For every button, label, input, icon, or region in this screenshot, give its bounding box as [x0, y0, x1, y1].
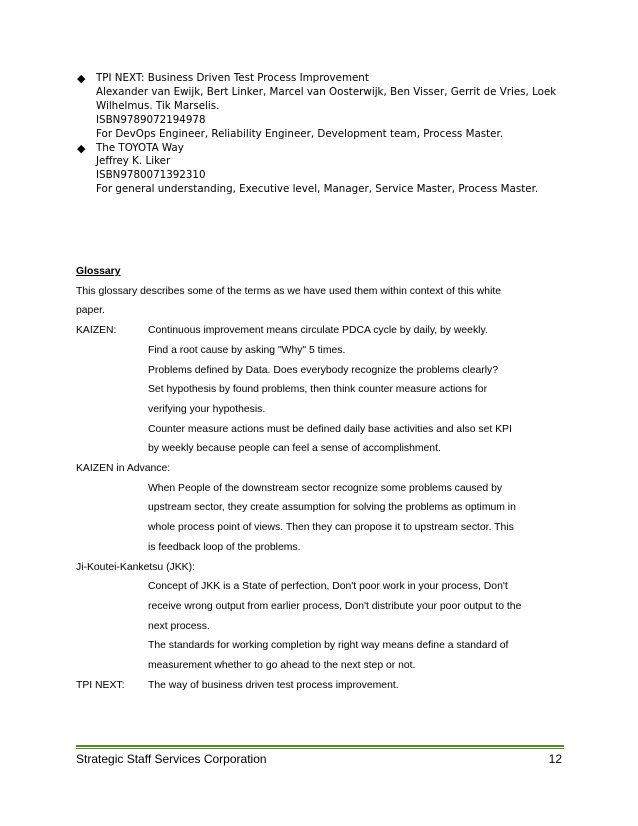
glossary-term: KAIZEN in Advance:: [76, 463, 171, 475]
glossary-definition-line: verifying your hypothesis.: [148, 403, 266, 415]
diamond-bullet-icon: ◆: [77, 72, 86, 85]
glossary-term: TPI NEXT:: [76, 679, 125, 691]
glossary-intro: [76, 282, 566, 321]
glossary-intro-line: paper.: [76, 305, 105, 317]
glossary-term: Ji-Koutei-Kanketsu (JKK):: [76, 561, 195, 573]
glossary-definition-line: whole process point of views. Then they can propose it to upstream sector. This: [148, 522, 514, 534]
reference-item: [78, 72, 566, 142]
glossary-entry-kaizen-in-advance: [76, 459, 566, 558]
glossary-definition-line: Concept of JKK is a State of perfection, Don't poor work in your process, Don't: [148, 581, 508, 593]
glossary-term: KAIZEN:: [76, 325, 117, 337]
reference-authors: Jeffrey K. Liker: [96, 155, 171, 168]
glossary-definition-line: Set hypothesis by found problems, then think counter measure actions for: [148, 384, 488, 396]
glossary-title: Glossary: [76, 266, 121, 277]
glossary-entry-jkk: [76, 558, 566, 676]
glossary-definition: Continuous improvement means circulate PDCA cycle by daily, by weekly.: [148, 325, 488, 337]
glossary-definition-line: by weekly because people can feel a sense of accomplishment.: [148, 443, 441, 455]
glossary-definition-line: The standards for working completion by right way means define a standard of: [148, 640, 509, 652]
footer-divider: [76, 745, 564, 749]
reference-title: TPI NEXT: Business Driven Test Process Improvement: [96, 72, 369, 84]
glossary-definition: The way of business driven test process improvement.: [148, 679, 399, 691]
glossary-definition-line: When People of the downstream sector recognize some problems caused by: [148, 482, 503, 494]
glossary-entry-kaizen: [76, 321, 566, 459]
glossary-intro-line: This glossary describes some of the terms as we have used them within context of this white: [76, 285, 502, 297]
references-list: [78, 72, 566, 197]
glossary-definition-line: Find a root cause by asking "Why" 5 times.: [148, 344, 346, 356]
page-number: 12: [548, 752, 562, 766]
glossary-definition-line: Counter measure actions must be defined daily base activities and also set KPI: [148, 423, 512, 435]
glossary-section: [76, 262, 566, 695]
reference-authors: Alexander van Ewijk, Bert Linker, Marcel van Oosterwijk, Ben Visser, Gerrit de Vries, Loek: [96, 85, 557, 98]
glossary-entry-tpi-next: [76, 676, 566, 696]
footer-company: Strategic Staff Services Corporation: [76, 752, 267, 766]
glossary-definition-line: receive wrong output from earlier process, Don't distribute your poor output to the: [148, 600, 522, 612]
glossary-definition-line: is feedback loop of the problems.: [148, 541, 301, 553]
reference-audience: For general understanding, Executive level, Manager, Service Master, Process Master.: [96, 183, 539, 196]
reference-item: [78, 142, 566, 198]
diamond-bullet-icon: ◆: [77, 141, 86, 155]
reference-title: The TOYOTA Way: [96, 141, 184, 154]
glossary-definition-line: Problems defined by Data. Does everybody recognize the problems clearly?: [148, 364, 498, 376]
reference-isbn: ISBN9780071392310: [96, 169, 206, 182]
glossary-definition-line: next process.: [148, 620, 210, 632]
reference-isbn: ISBN9789072194978: [96, 113, 206, 126]
reference-authors-cont: Wilhelmus. Tik Marselis.: [96, 99, 220, 112]
glossary-definition-line: upstream sector, they create assumption for solving the problems as optimum in: [148, 502, 516, 514]
reference-audience: For DevOps Engineer, Reliability Engineer, Development team, Process Master.: [96, 127, 504, 140]
glossary-definition-line: measurement whether to go ahead to the next step or not.: [148, 660, 416, 672]
